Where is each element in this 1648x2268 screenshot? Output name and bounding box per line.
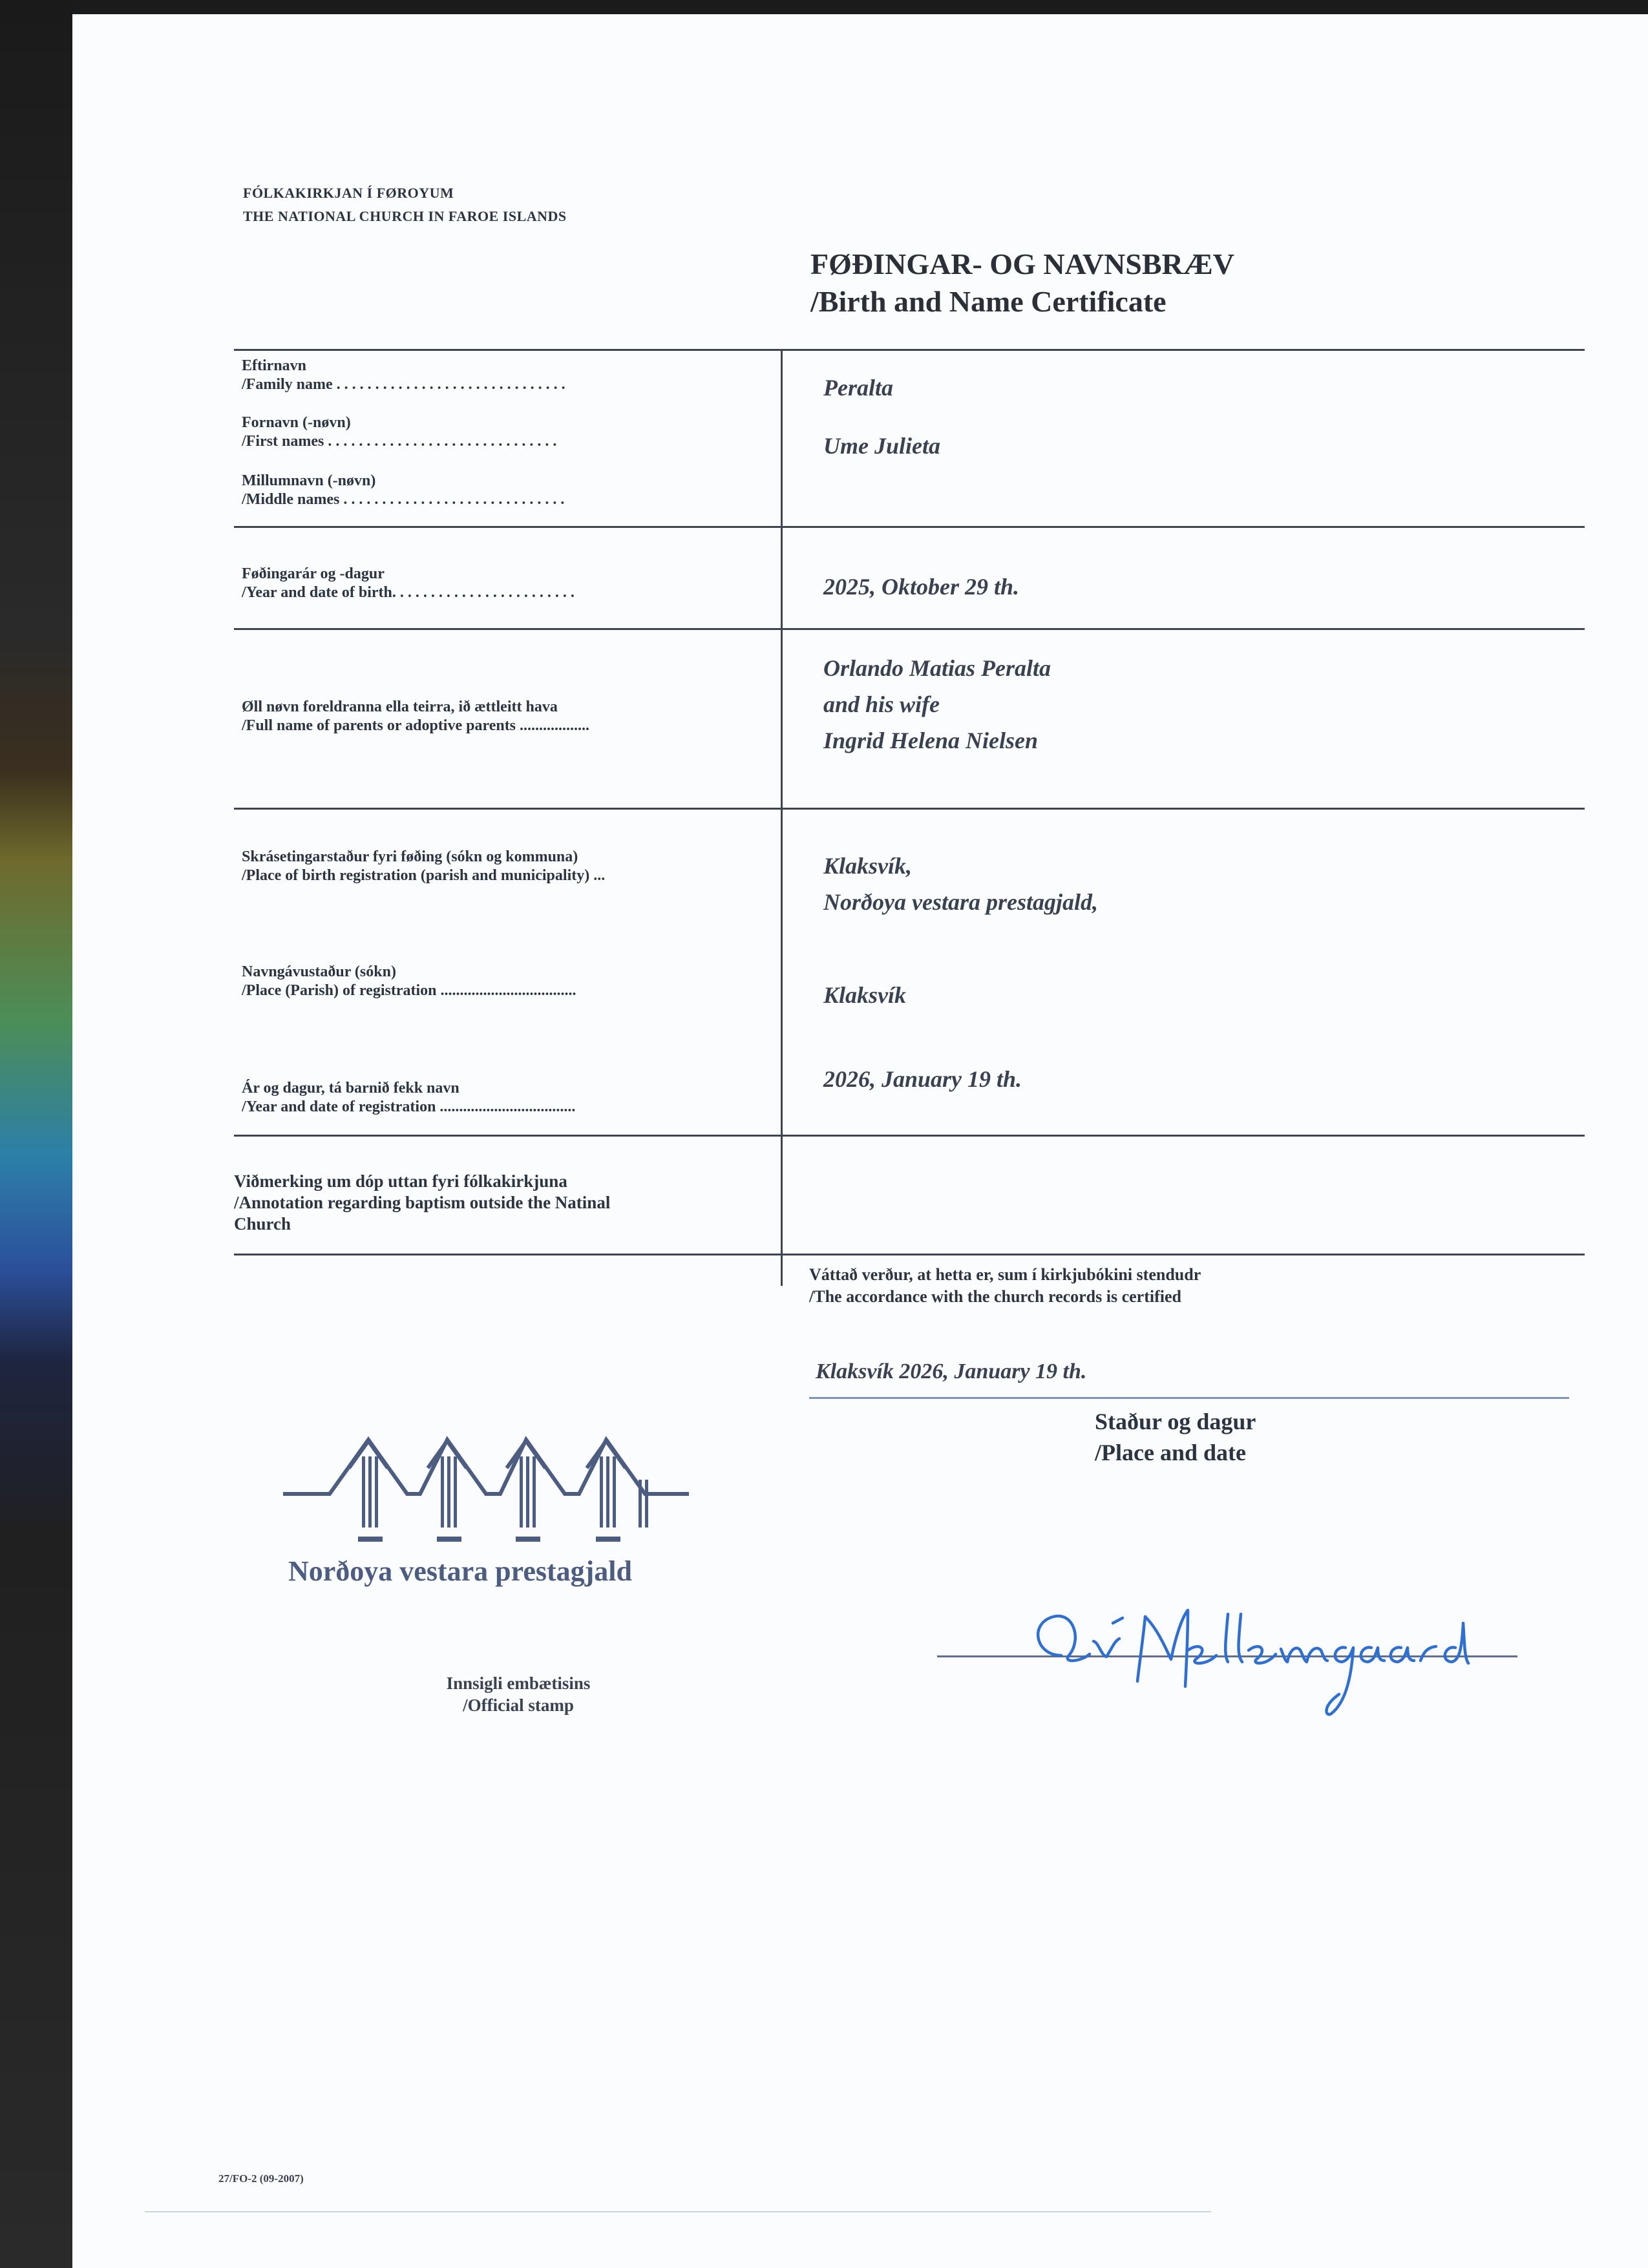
row-divider-parents [234,808,1585,810]
table-column-divider [781,349,783,1286]
row-divider-birth [234,628,1585,630]
scanner-edge [0,0,72,2268]
family-name-value: Peralta [823,375,893,401]
row-divider-registration [234,1135,1585,1137]
certification-text: Váttað verður, at hetta er, sum í kirkjubókini stendudr /The accordance with the church records is certified [809,1265,1201,1306]
signature [1022,1578,1475,1746]
parent-line: and his wife [823,691,940,717]
church-stamp-logo [278,1422,698,1551]
place-date-line [809,1397,1569,1399]
form-code: 27/FO-2 (09-2007) [218,2172,304,2185]
middle-names-label: Millumnavn (-nøvn) /Middle names . . . . . . . . . . . . . . . . . . . . . . . . . . . . . [242,472,565,508]
birth-registration-place-label: Skrásetingarstaður fyri føðing (sókn og kommuna) /Place of birth registration (parish and municipality) ... [242,848,606,884]
row-divider-names [234,526,1585,528]
title-faroese: FØÐINGAR- OG NAVNSBRÆV [810,247,1234,280]
parents-value [823,650,1051,759]
naming-place-label: Navngávustaður (sókn) /Place (Parish) of registration ................................... [242,963,576,999]
naming-place-value: Klaksvík [823,982,907,1008]
naming-date-value: 2026, January 19 th. [823,1066,1022,1092]
title-english: /Birth and Name Certificate [810,285,1167,318]
org-name-english: THE NATIONAL CHURCH IN FAROE ISLANDS [243,208,567,224]
annotation-label: Viðmerking um dóp uttan fyri fólkakirkjuna /Annotation regarding baptism outside the Natinal Church [234,1171,611,1234]
parent-line: Orlando Matias Peralta [823,655,1051,681]
birth-date-value: 2025, Oktober 29 th. [823,574,1020,600]
official-stamp-caption: Innsigli embætisins /Official stamp [446,1674,591,1715]
birth-registration-place-value: Klaksvík, Norðoya vestara prestagjald, [823,853,1098,915]
place-date-value: Klaksvík 2026, January 19 th. [816,1360,1087,1383]
org-name-faroese: FÓLKAKIRKJAN Í FØROYUM [243,185,454,201]
table-bottom-line [234,1254,1585,1255]
birth-date-label: Føðingarár og -dagur /Year and date of birth. . . . . . . . . . . . . . . . . . . . . . . . [242,565,575,601]
parent-line: Ingrid Helena Nielsen [823,728,1039,753]
place-date-caption: Staður og dagur /Place and date [1095,1409,1256,1465]
family-name-label: Eftirnavn /Family name . . . . . . . . . . . . . . . . . . . . . . . . . . . . . . [242,357,565,393]
first-names-value: Ume Julieta [823,433,940,459]
stamp-parish-name: Norðoya vestara prestagjald [288,1555,632,1587]
parents-label: Øll nøvn foreldranna ella teirra, ið ættleitt hava /Full name of parents or adoptive parents .................. [242,698,590,734]
first-names-label: Fornavn (-nøvn) /First names . . . . . . . . . . . . . . . . . . . . . . . . . . . . . . [242,414,557,450]
certificate-page [72,14,1648,2268]
naming-date-label: Ár og dagur, tá barnið fekk navn /Year and date of registration ................................... [242,1080,576,1115]
table-top-line [234,349,1585,351]
footer-line [145,2211,1211,2212]
